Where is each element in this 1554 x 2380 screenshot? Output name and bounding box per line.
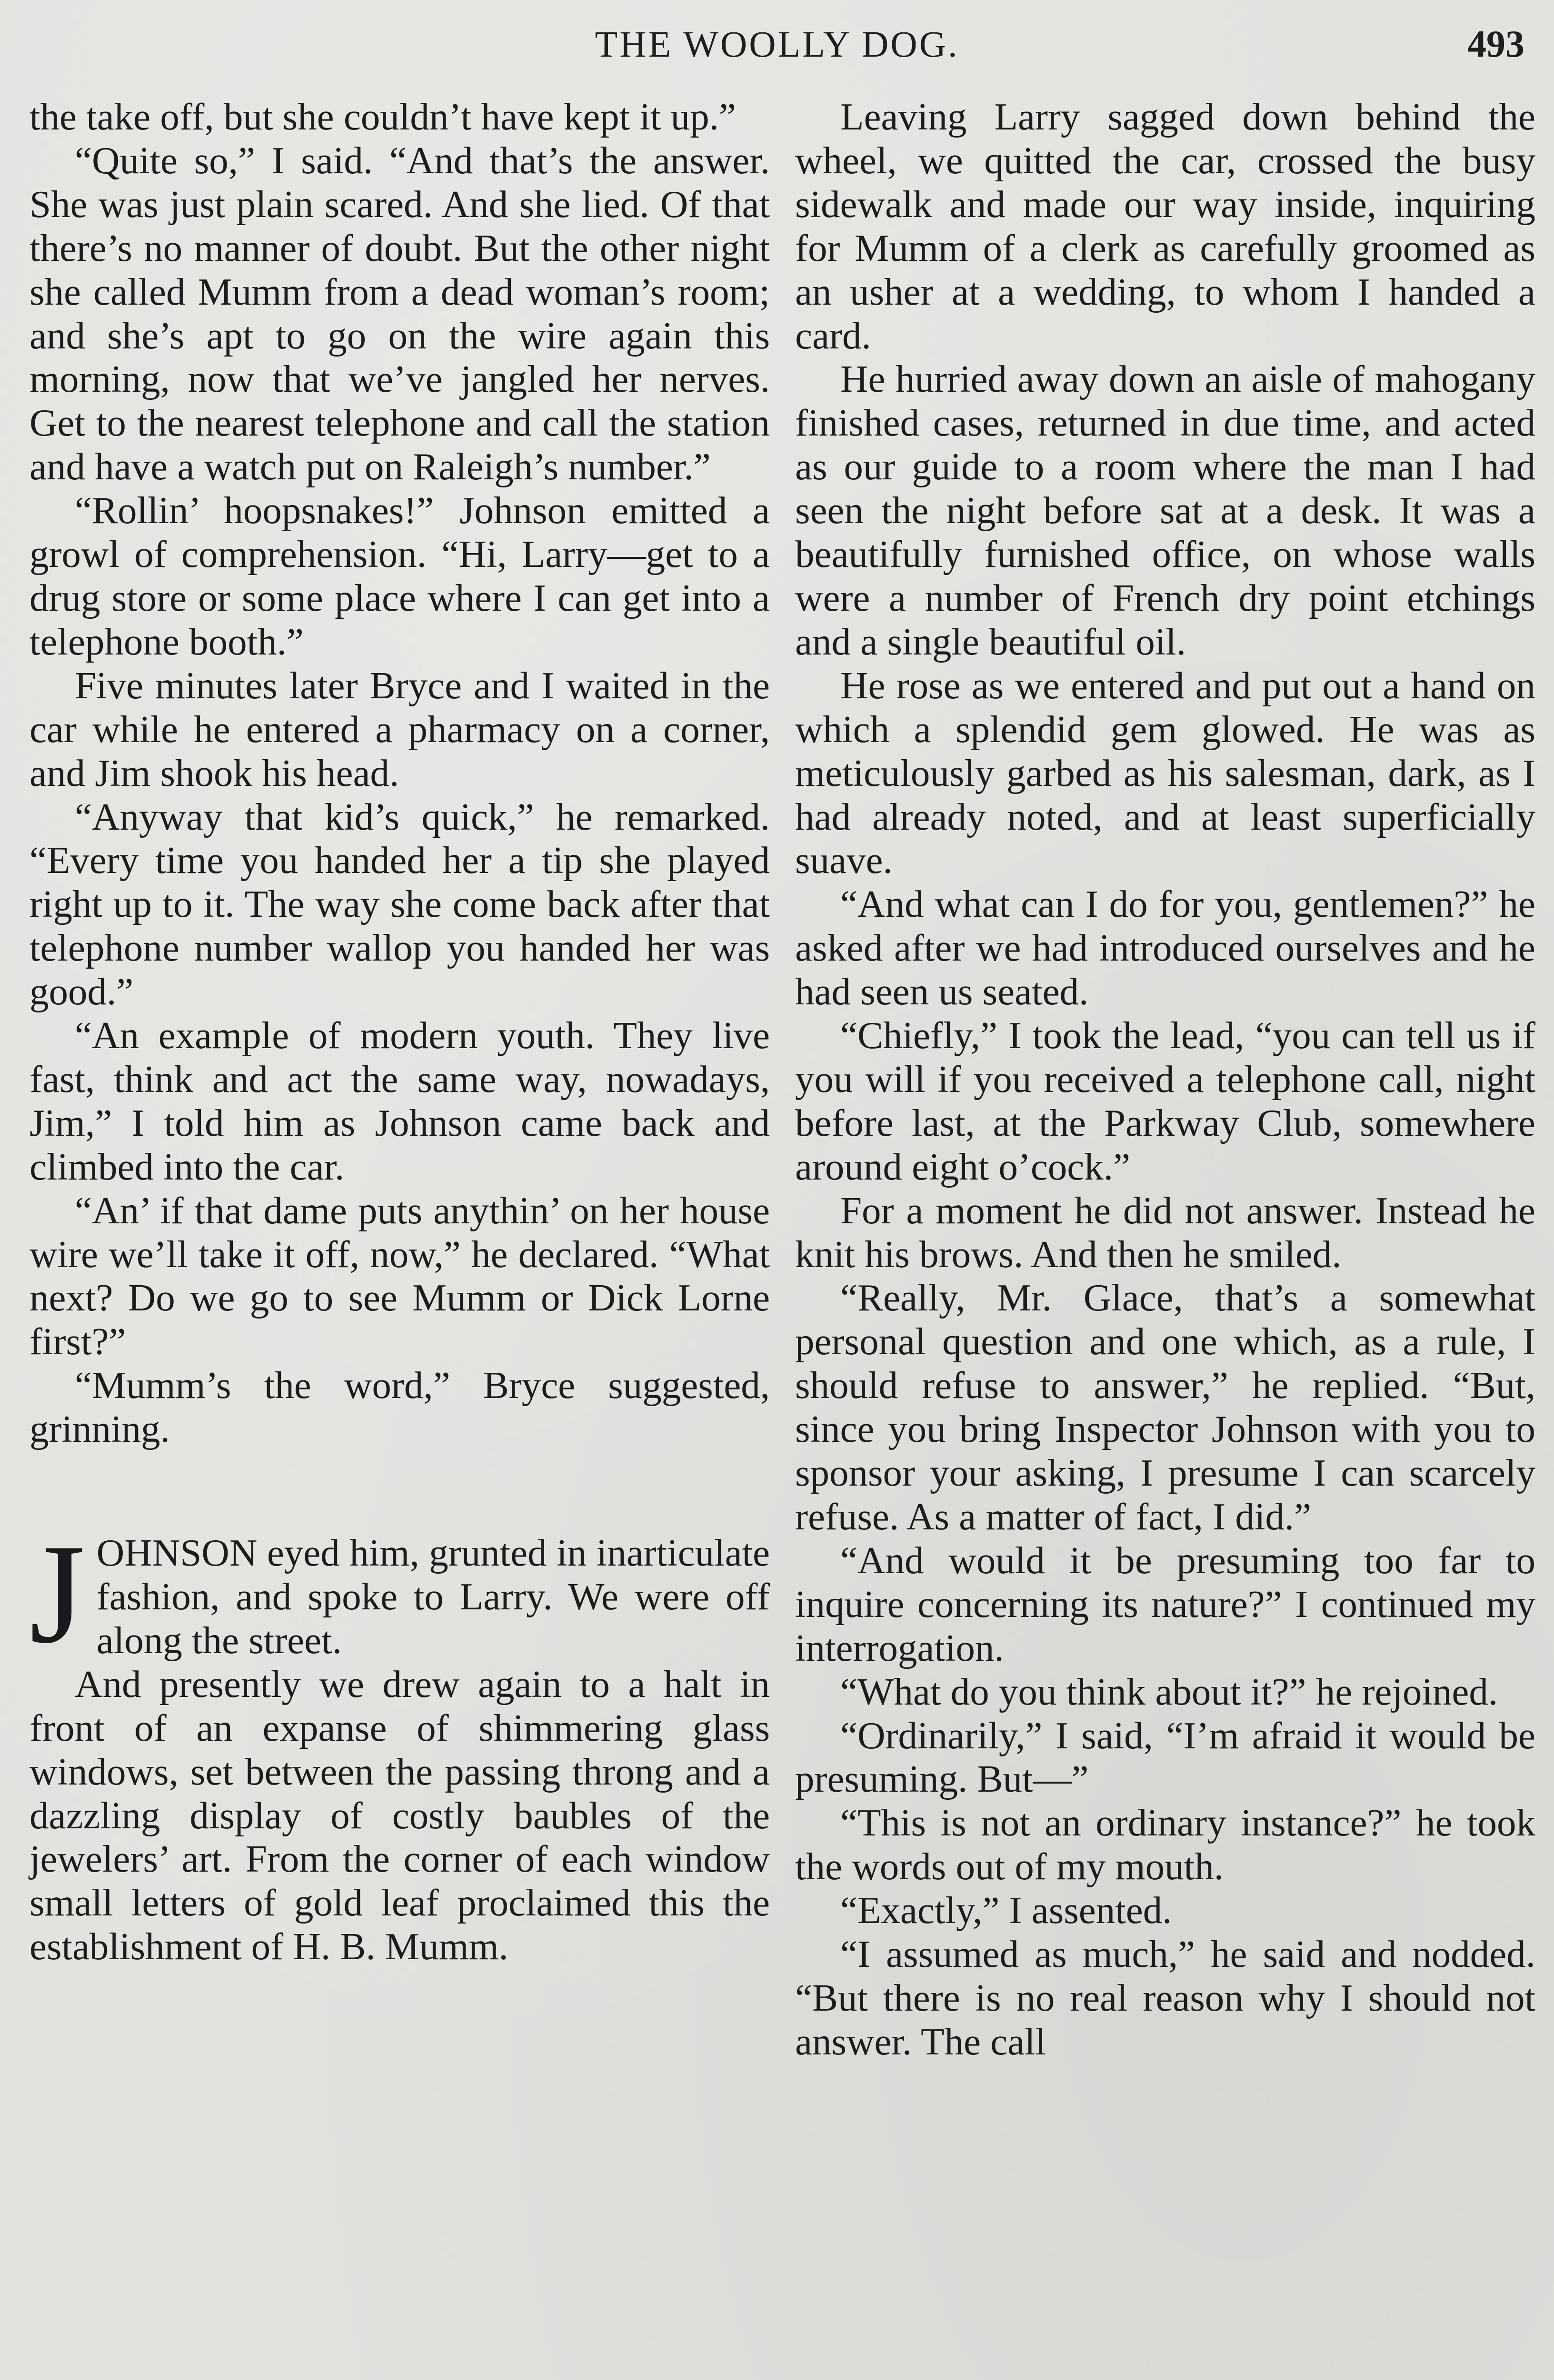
paragraph: “Really, Mr. Glace, that’s a somewhat personal question and one which, as a rule, I should refuse to answer,” he replied. “But, since you bring Inspector Johnson with you to sponsor your asking, I presume I can scarcely refuse. As a matter of fact, I did.” — [795, 1276, 1535, 1538]
paragraph: “Chiefly,” I took the lead, “you can tell us if you will if you received a telephone call, night before last, at the Parkway Club, somewhere around eight o’cock.” — [795, 1014, 1535, 1188]
paragraph: “This is not an ordinary instance?” he took the words out of my mouth. — [795, 1801, 1535, 1888]
paragraph: For a moment he did not answer. Instead he knit his brows. And then he smiled. — [795, 1189, 1535, 1276]
paragraph: “Ordinarily,” I said, “I’m afraid it would be presuming. But—” — [795, 1714, 1535, 1801]
paragraph: “Exactly,” I assented. — [840, 1889, 1172, 1932]
running-head: THE WOOLLY DOG. — [595, 23, 959, 65]
paragraph: He hurried away down an aisle of mahogany finished cases, returned in due time, and acted as our guide to a room where the man I had seen the night before sat at a desk. It was a beautifully furnished office, on whose walls were a number of French dry point etchings and a single beautiful oil. — [795, 357, 1535, 663]
paragraph: the take off, but she couldn’t have kept it up.” — [30, 95, 736, 138]
right-column — [795, 95, 1535, 2064]
paragraph: “Rollin’ hoopsnakes!” Johnson emitted a growl of comprehension. “Hi, Larry—get to a drug store or some place where I can get into a telephone booth.” — [30, 489, 770, 663]
section-break — [30, 1451, 770, 1531]
paragraph: Five minutes later Bryce and I waited in the car while he entered a pharmacy on a corner, and Jim shook his head. — [30, 664, 770, 794]
paragraph: “An example of modern youth. They live fast, think and act the same way, nowadays, Jim,” I told him as Johnson came back and climbed into the car. — [30, 1014, 770, 1188]
paragraph: “And would it be presuming too far to inquire concerning its nature?” I continued my interrogation. — [795, 1538, 1535, 1669]
paragraph: “Mumm’s the word,” Bryce suggested, grinning. — [30, 1364, 770, 1451]
paragraph: “And what can I do for you, gentlemen?” he asked after we had introduced ourselves and he had seen us seated. — [795, 883, 1535, 1013]
paragraph: “Quite so,” I said. “And that’s the answer. She was just plain scared. And she lied. Of that there’s no manner of doubt. But the other night she called Mumm from a dead woman’s room; and she’s apt to go on the wire again this morning, now that we’ve jangled her nerves. Get to the nearest telephone and call the station and have a watch put on Raleigh’s number.” — [30, 139, 770, 488]
dropcap-paragraph-text: OHNSON eyed him, grunted in inarticulate fashion, and spoke to Larry. We were off along the street. — [96, 1531, 770, 1662]
page-header — [0, 14, 1554, 67]
paragraph: “I assumed as much,” he said and nodded. “But there is no real reason why I should not answer. The call — [795, 1933, 1535, 2063]
paragraph: He rose as we entered and put out a hand on which a splendid gem glowed. He was as meticulously garbed as his salesman, dark, as I had already noted, and at least superficially suave. — [795, 664, 1535, 882]
paragraph: “Anyway that kid’s quick,” he remarked. “Every time you handed her a tip she played right up to it. The way she come back after that telephone number wallop you handed her was good.” — [30, 795, 770, 1013]
paragraph: Leaving Larry sagged down behind the wheel, we quitted the car, crossed the busy sidewalk and made our way inside, inquiring for Mumm of a clerk as carefully groomed as an usher at a wedding, to whom I handed a card. — [795, 95, 1535, 357]
drop-cap-letter: J — [30, 1515, 85, 1673]
paragraph: “An’ if that dame puts anythin’ on her house wire we’ll take it off, now,” he declared. “What next? Do we go to see Mumm or Dick Lorne first?” — [30, 1189, 770, 1363]
dropcap-paragraph — [30, 1515, 770, 1673]
paragraph: “What do you think about it?” he rejoined. — [840, 1670, 1498, 1713]
paragraph: And presently we drew again to a halt in front of an expanse of shimmering glass windows, set between the passing throng and a dazzling display of costly baubles of the jewelers’ art. From the corner of each window small letters of gold leaf proclaimed this the establishment of H. B. Mumm. — [30, 1662, 770, 1968]
left-column — [30, 95, 770, 1969]
page-number: 493 — [1467, 23, 1524, 65]
